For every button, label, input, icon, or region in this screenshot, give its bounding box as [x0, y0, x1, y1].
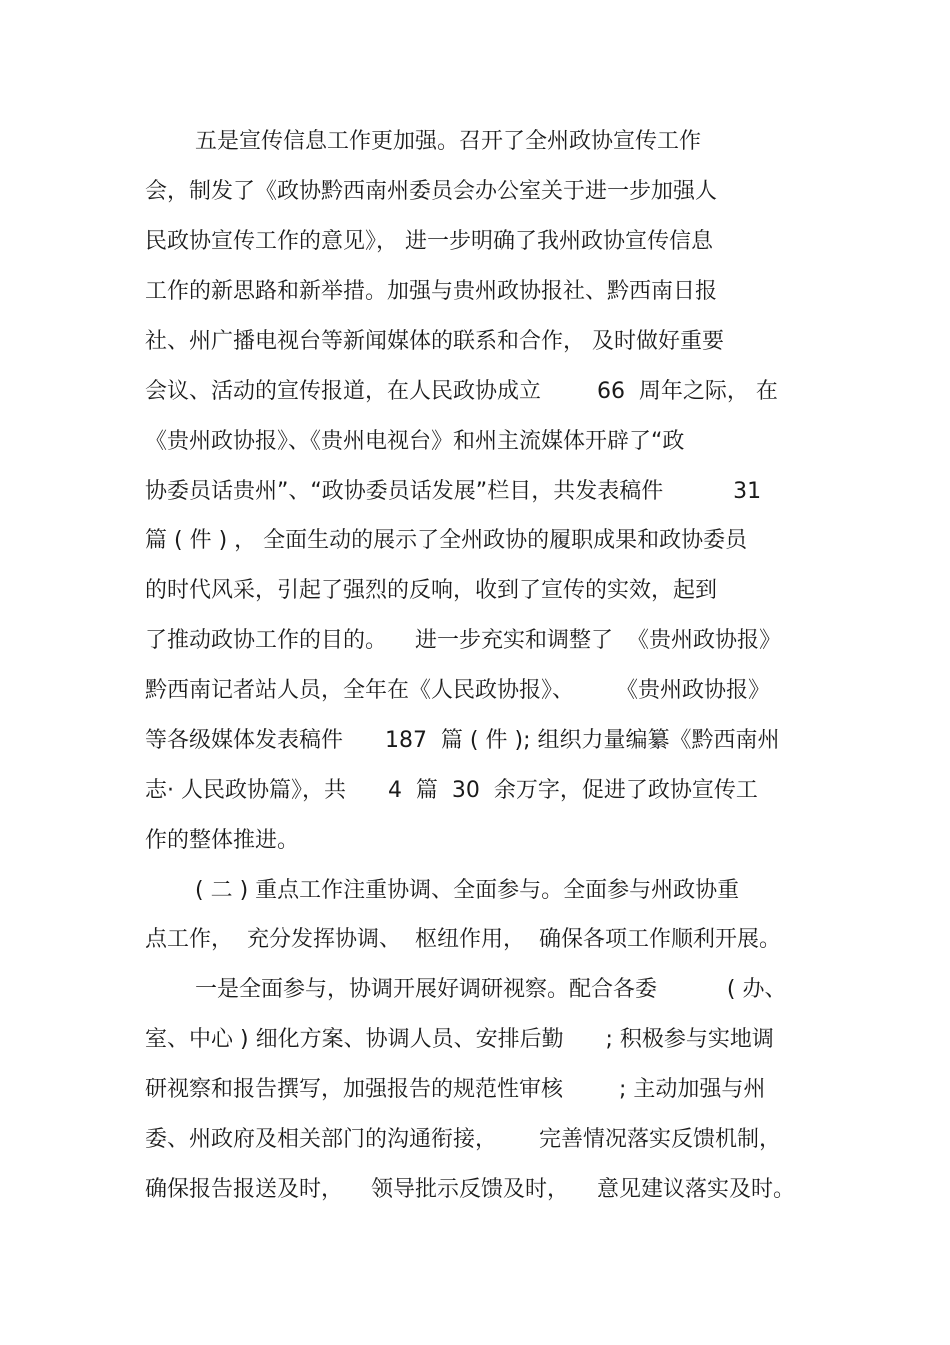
text-line: 确保报告报送及时， 领导批示反馈及时， 意见建议落实及时。 — [145, 1177, 795, 1202]
text-line: 协委员话贵州”、“政协委员话发展”栏目，共发表稿件 31 — [145, 479, 762, 504]
text-line: 《贵州政协报》、《贵州电视台》和州主流媒体开辟了“政 — [145, 429, 685, 454]
text-line: 篇 ( 件 ) ， 全面生动的展示了全州政协的履职成果和政协委员 — [145, 528, 748, 553]
text-line: 室、中心 ) 细化方案、协调人员、安排后勤 ; 积极参与实地调 — [145, 1027, 774, 1052]
text-line: 作的整体推进。 — [145, 828, 300, 853]
text-line: 民政协宣传工作的意见》， 进一步明确了我州政协宣传信息 — [145, 229, 713, 254]
text-line: 五是宣传信息工作更加强。召开了全州政协宣传工作 — [195, 129, 702, 154]
text-line: 会议、活动的宣传报道，在人民政协成立 66 周年之际， 在 — [145, 379, 778, 404]
text-line: 黔西南记者站人员，全年在《人民政协报》、 《贵州政协报》 — [145, 678, 770, 703]
text-line: 的时代风采，引起了强烈的反响，收到了宣传的实效，起到 — [145, 578, 718, 603]
text-line: ( 二 ) 重点工作注重协调、全面参与。全面参与州政协重 — [195, 878, 740, 903]
text-line: 一是全面参与，协调开展好调研视察。配合各委 ( 办、 — [195, 977, 787, 1002]
text-line: 研视察和报告撰写，加强报告的规范性审核 ; 主动加强与州 — [145, 1077, 766, 1102]
text-line: 会，制发了《政协黔西南州委员会办公室关于进一步加强人 — [145, 179, 718, 204]
text-line: 点工作， 充分发挥协调、 枢纽作用， 确保各项工作顺利开展。 — [145, 927, 781, 952]
text-line: 等各级媒体发表稿件 187 篇 ( 件 ); 组织力量编纂《黔西南州 — [145, 728, 780, 753]
text-line: 了推动政协工作的目的。 进一步充实和调整了 《贵州政协报》 — [145, 628, 781, 653]
text-line: 志· 人民政协篇》，共 4 篇 30 余万字，促进了政协宣传工 — [145, 778, 758, 803]
text-line: 社、州广播电视台等新闻媒体的联系和合作， 及时做好重要 — [145, 329, 724, 354]
text-line: 委、州政府及相关部门的沟通衔接， 完善情况落实反馈机制， — [145, 1127, 781, 1152]
text-line: 工作的新思路和新举措。加强与贵州政协报社、黔西南日报 — [145, 279, 718, 304]
